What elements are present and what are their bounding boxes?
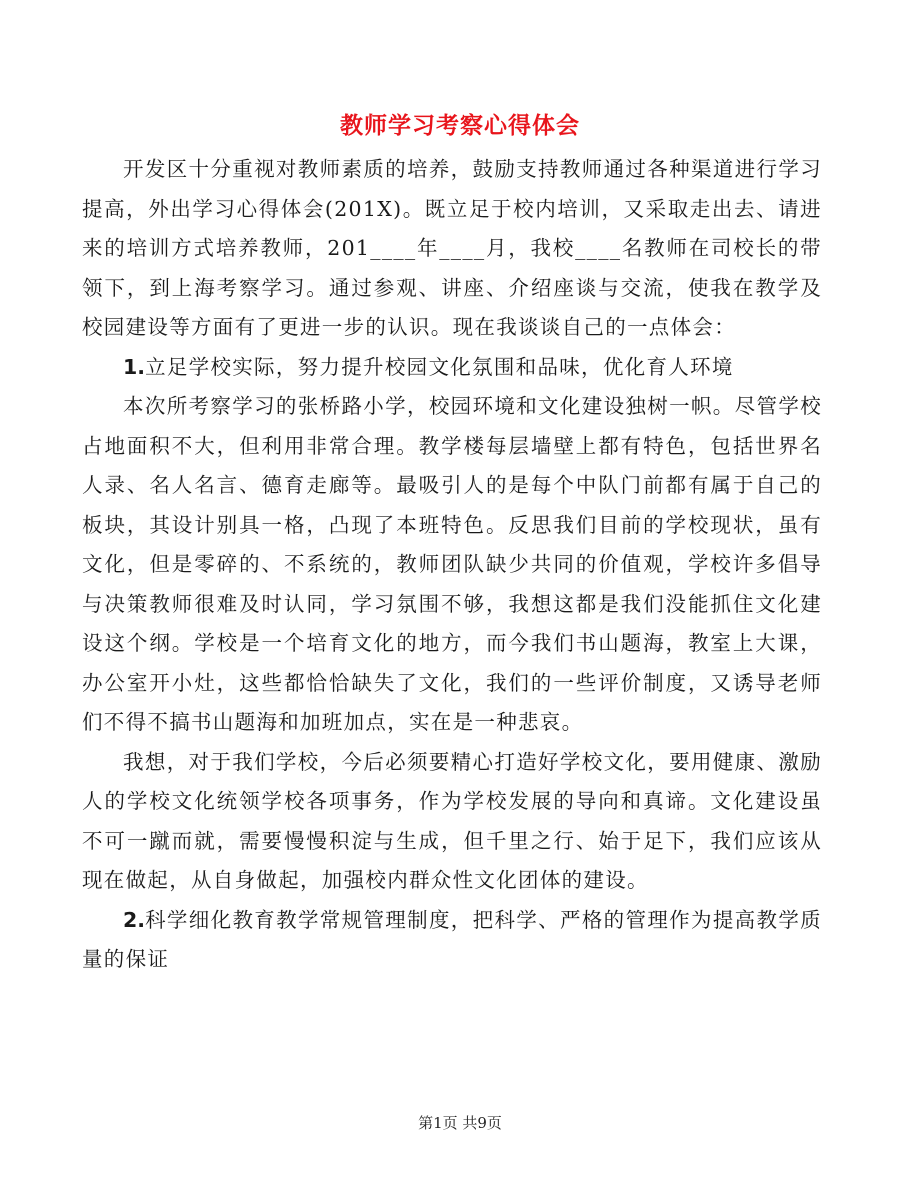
document-title: 教师学习考察心得体会 [340,112,580,139]
document-body [82,150,822,980]
section-2-heading [82,901,822,980]
section-1-heading-text: 立足学校实际，努力提升校园文化氛围和品味，优化育人环境 [145,354,734,379]
section-1-paragraph: 我想，对于我们学校，今后必须要精心打造好学校文化，要用健康、激励人的学校文化统领学校各项事务，作为学校发展的导向和真谛。文化建设虽不可一蹴而就，需要慢慢积淀与生成，但千里之行、始于足下，我们应该从现在做起，从自身做起，加强校内群众性文化团体的建设。 [82,749,822,892]
intro-paragraph: 开发区十分重视对教师素质的培养，鼓励支持教师通过各种渠道进行学习提高，外出学习心得体会(201X)。既立足于校内培训，又采取走出去、请进来的培训方式培养教师，201____年____月，我校____名教师在司校长的带领下，到上海考察学习。通过参观、讲座、介绍座谈与交流，使我在教学及校园建设等方面有了更进一步的认识。现在我谈谈自己的一点体会： [82,157,822,339]
section-2-number: 2. [123,907,146,932]
section-2-heading-text: 科学细化教育教学常规管理制度，把科学、严格的管理作为提高教学质量的保证 [82,907,822,971]
section-1-heading [82,348,822,388]
section-1-paragraph: 本次所考察学习的张桥路小学，校园环境和文化建设独树一帜。尽管学校占地面积不大，但利用非常合理。教学楼每层墙壁上都有特色，包括世界名人录、名人名言、德育走廊等。最吸引人的是每个中队门前都有属于自己的板块，其设计别具一格，凸现了本班特色。反思我们目前的学校现状，虽有文化，但是零碎的、不系统的，教师团队缺少共同的价值观，学校许多倡导与决策教师很难及时认同，学习氛围不够，我想这都是我们没能抓住文化建设这个纲。学校是一个培育文化的地方，而今我们书山题海，教室上大课，办公室开小灶，这些都恰恰缺失了文化，我们的一些评价制度，又诱导老师们不得不搞书山题海和加班加点，实在是一种悲哀。 [82,394,822,734]
section-1-number: 1. [123,354,146,379]
page-footer: 第1页 共9页 [418,1114,502,1132]
